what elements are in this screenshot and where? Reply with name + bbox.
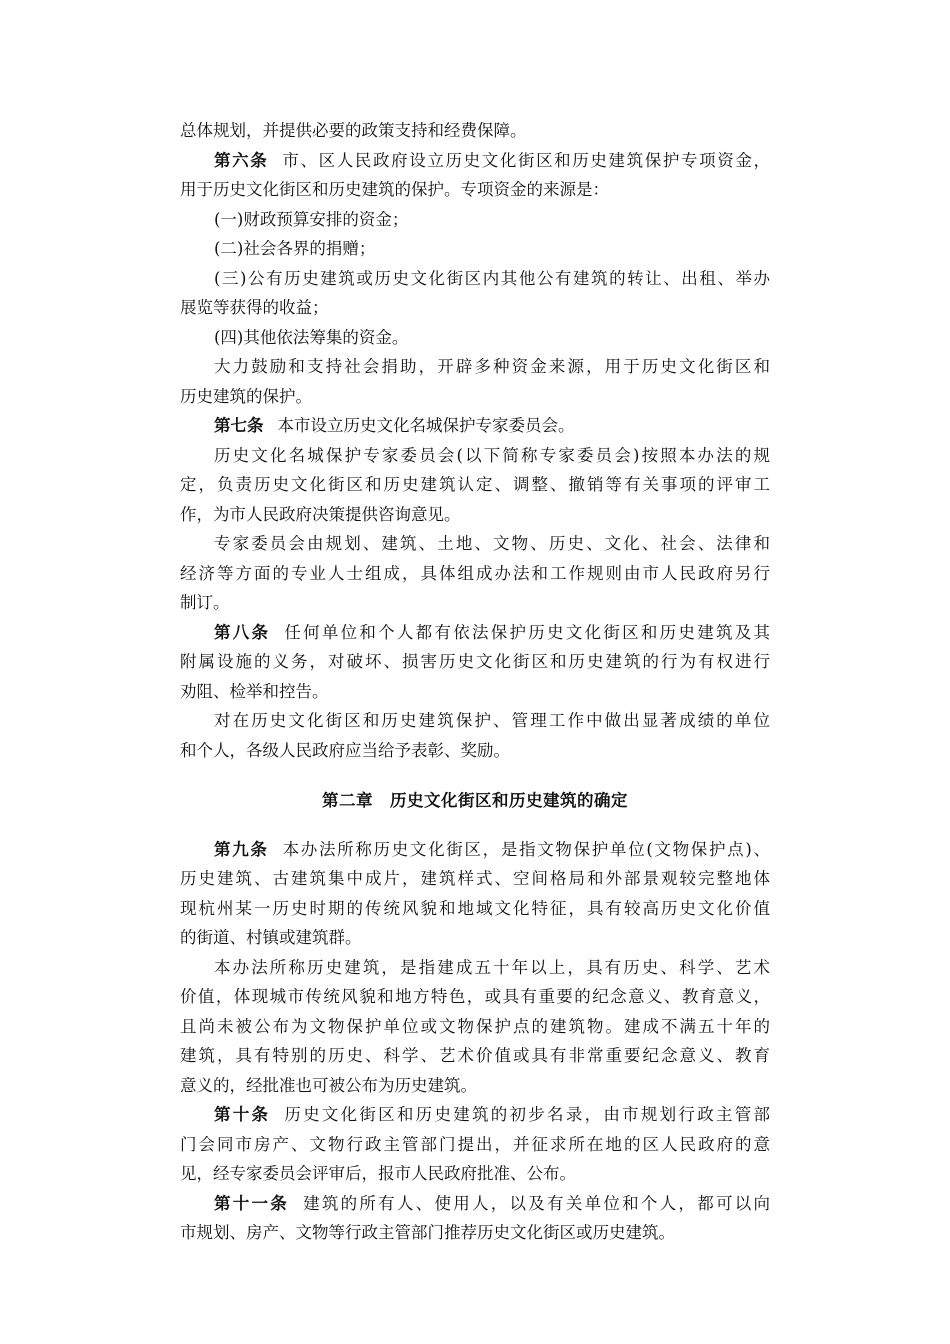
article-label: 第七条 bbox=[214, 416, 264, 435]
article-6-line bbox=[214, 150, 770, 172]
text-line: 现杭州某一历史时期的传统风貌和地域文化特征，具有较高历史文化价值 bbox=[180, 899, 770, 918]
text-line: 定，负责历史文化街区和历史建筑认定、调整、撤销等有关事项的评审工 bbox=[180, 475, 770, 494]
article-text: 本办法所称历史文化街区，是指文物保护单位(文物保护点)、 bbox=[282, 840, 770, 859]
list-item: (三)公有历史建筑或历史文化街区内其他公有建筑的转让、出租、举办 bbox=[214, 269, 770, 288]
text-line: 劝阻、检举和控告。 bbox=[180, 682, 329, 701]
text-line: 经济等方面的专业人士组成，具体组成办法和工作规则由市人民政府另行 bbox=[180, 564, 770, 583]
text-line: 大力鼓励和支持社会捐助，开辟多种资金来源，用于历史文化街区和 bbox=[214, 357, 770, 376]
text-line: 见，经专家委员会评审后，报市人民政府批准、公布。 bbox=[180, 1164, 576, 1183]
text-line: 历史文化名城保护专家委员会(以下简称专家委员会)按照本办法的规 bbox=[214, 446, 770, 465]
article-text: 任何单位和个人都有依法保护历史文化街区和历史建筑及其 bbox=[284, 623, 771, 642]
article-11-line bbox=[214, 1193, 770, 1215]
article-10-line bbox=[214, 1104, 770, 1126]
text-line: 建筑，具有特别的历史、科学、艺术价值或具有非常重要纪念意义、教育 bbox=[180, 1046, 770, 1065]
list-item: (一)财政预算安排的资金； bbox=[214, 210, 409, 229]
article-text: 建筑的所有人、使用人，以及有关单位和个人，都可以向 bbox=[303, 1194, 771, 1213]
article-text: 历史文化街区和历史建筑的初步名录，由市规划行政主管部 bbox=[284, 1105, 771, 1124]
article-label: 第九条 bbox=[214, 840, 269, 859]
text-line: 历史建筑、古建筑集中成片，建筑样式、空间格局和外部景观较完整地体 bbox=[180, 869, 770, 888]
text-line: 制订。 bbox=[180, 593, 230, 612]
article-label: 第六条 bbox=[214, 151, 269, 170]
text-line: 作，为市人民政府决策提供咨询意见。 bbox=[180, 505, 461, 524]
text-line: 且尚未被公布为文物保护单位或文物保护点的建筑物。建成不满五十年的 bbox=[180, 1017, 770, 1036]
list-item: (四)其他依法筹集的资金。 bbox=[214, 328, 409, 347]
article-label: 第十条 bbox=[214, 1105, 271, 1124]
text-line: 总体规划，并提供必要的政策支持和经费保障。 bbox=[180, 121, 527, 140]
text-line: 展览等获得的收益； bbox=[180, 298, 329, 317]
text-line: 门会同市房产、文物行政主管部门提出，并征求所在地的区人民政府的意 bbox=[180, 1135, 770, 1154]
article-label: 第十一条 bbox=[214, 1194, 290, 1213]
text-line: 对在历史文化街区和历史建筑保护、管理工作中做出显著成绩的单位 bbox=[214, 711, 770, 730]
text-line: 意义的，经批准也可被公布为历史建筑。 bbox=[180, 1076, 477, 1095]
article-text: 本市设立历史文化名城保护专家委员会。 bbox=[277, 416, 575, 435]
text-line: 和个人，各级人民政府应当给予表彰、奖励。 bbox=[180, 741, 510, 760]
chapter-heading: 第二章 历史文化街区和历史建筑的确定 bbox=[322, 791, 628, 810]
text-line: 市规划、房产、文物等行政主管部门推荐历史文化街区或历史建筑。 bbox=[180, 1223, 675, 1242]
text-line: 历史建筑的保护。 bbox=[180, 387, 312, 406]
text-line: 的街道、村镇或建筑群。 bbox=[180, 928, 362, 947]
text-line: 价值，体现城市传统风貌和地方特色，或具有重要的纪念意义、教育意义， bbox=[180, 987, 770, 1006]
article-9-line bbox=[214, 839, 770, 861]
article-label: 第八条 bbox=[214, 623, 271, 642]
text-line: 专家委员会由规划、建筑、土地、文物、历史、文化、社会、法律和 bbox=[214, 534, 770, 553]
text-line: 附属设施的义务，对破坏、损害历史文化街区和历史建筑的行为有权进行 bbox=[180, 652, 770, 671]
text-line: 用于历史文化街区和历史建筑的保护。专项资金的来源是： bbox=[180, 180, 609, 199]
list-item: (二)社会各界的捐赠； bbox=[214, 239, 376, 258]
article-8-line bbox=[214, 622, 770, 644]
article-text: 市、区人民政府设立历史文化街区和历史建筑保护专项资金， bbox=[282, 151, 771, 170]
article-7-line bbox=[214, 415, 770, 437]
text-line: 本办法所称历史建筑，是指建成五十年以上，具有历史、科学、艺术 bbox=[214, 958, 770, 977]
